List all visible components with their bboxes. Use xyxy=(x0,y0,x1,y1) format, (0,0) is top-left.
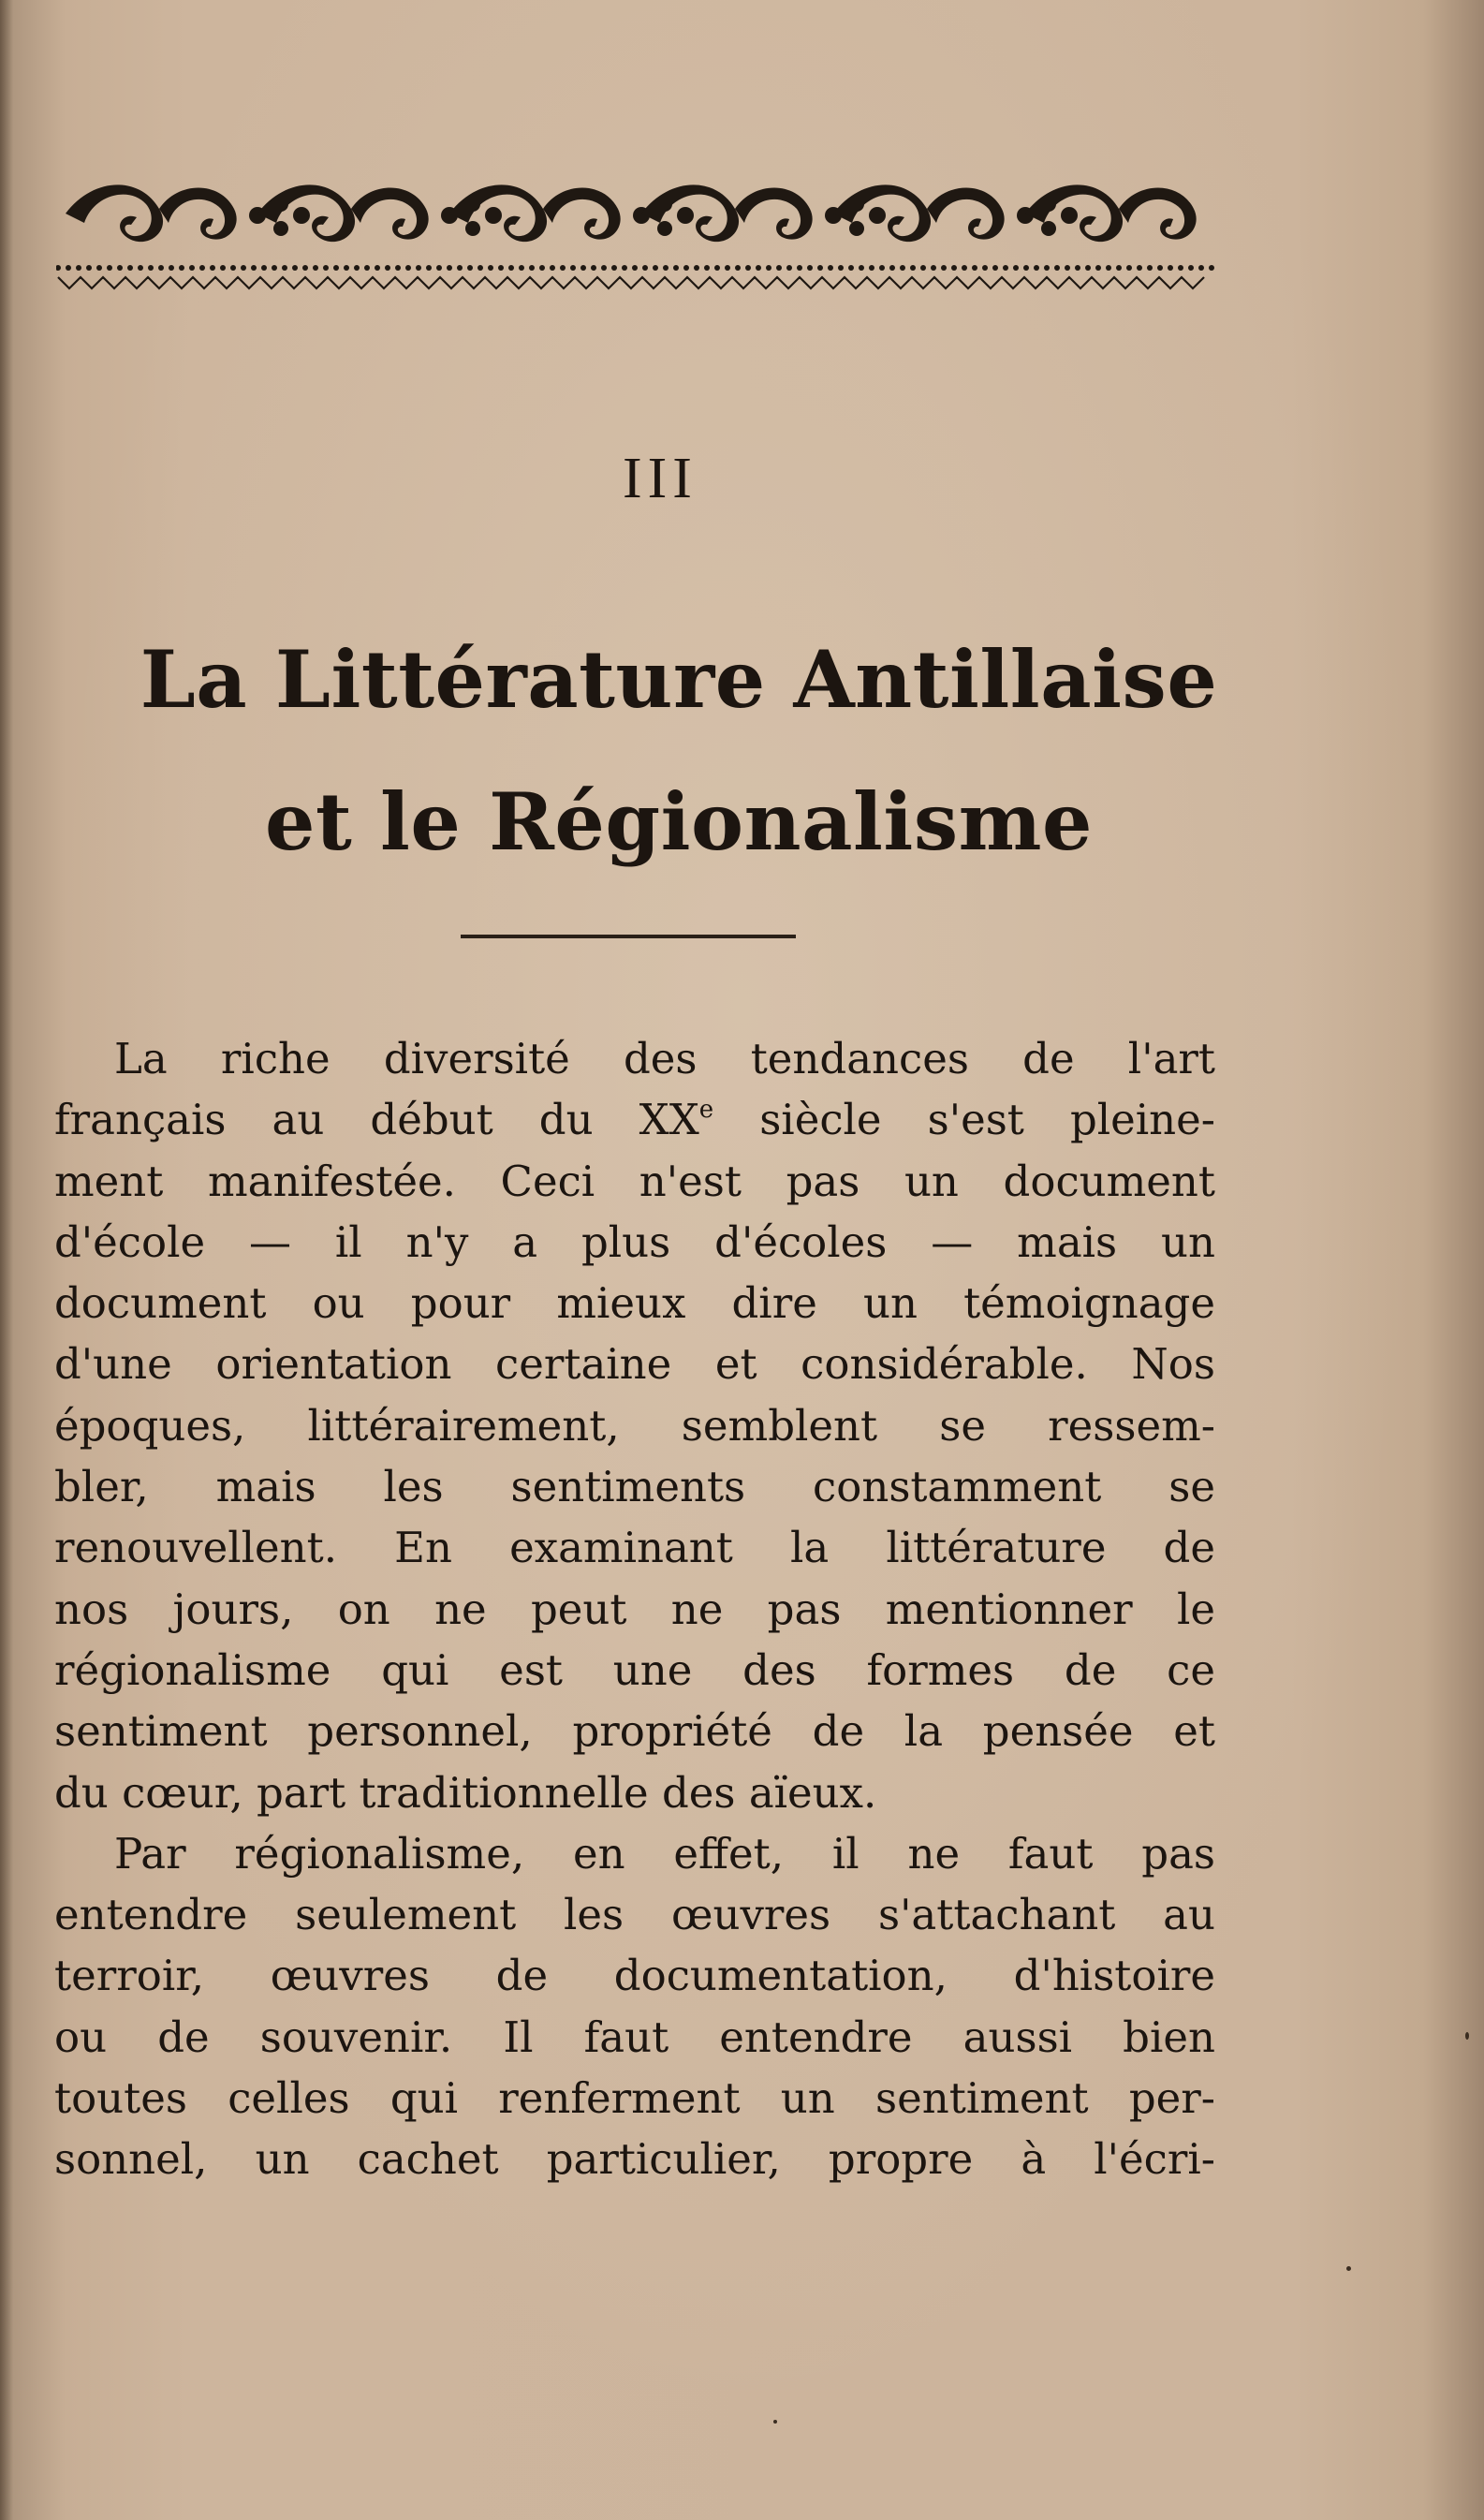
superscript-e: e xyxy=(698,1096,714,1125)
paragraph-1-line-8: bler, mais les sentiments constamment se xyxy=(54,1462,1215,1512)
paragraph-1-line-10: nos jours, on ne peut ne pas mentionner le xyxy=(54,1584,1215,1634)
paragraph-2-line-2: entendre seulement les œuvres s'attachant au xyxy=(54,1890,1215,1940)
paragraph-1-line-2 xyxy=(54,1089,1215,1150)
body-text xyxy=(54,1028,1215,2190)
chapter-number: III xyxy=(623,447,698,510)
text-fragment: siècle s'est pleine- xyxy=(713,1095,1215,1145)
decorative-ornament-band xyxy=(56,157,1217,298)
page-gutter-shadow xyxy=(0,0,13,2520)
paragraph-1-line-12: sentiment personnel, propriété de la pensée et xyxy=(54,1706,1215,1757)
paragraph-1-line-11: régionalisme qui est une des formes de ce xyxy=(54,1644,1215,1695)
paragraph-1-line-6: d'une orientation certaine et considérable. Nos xyxy=(54,1339,1215,1390)
paragraph-2-line-4: ou de souvenir. Il faut entendre aussi bien xyxy=(54,2012,1215,2062)
paragraph-1-line-4: d'école — il n'y a plus d'écoles — mais un xyxy=(54,1216,1215,1267)
chapter-title-line-2: et le Régionalisme xyxy=(265,775,1093,868)
paper-speck xyxy=(773,2420,777,2424)
paragraph-2-line-1: Par régionalisme, en effet, il ne faut pas xyxy=(114,1828,1215,1879)
paragraph-1-line-1: La riche diversité des tendances de l'art xyxy=(114,1034,1215,1083)
paper-speck xyxy=(1465,2032,1469,2040)
paragraph-2-line-6: sonnel, un cachet particulier, propre à l'écri- xyxy=(54,2134,1215,2185)
paragraph-2-line-3: terroir, œuvres de documentation, d'histoire xyxy=(54,1951,1215,2001)
paragraph-1-line-9: renouvellent. En examinant la littérature de xyxy=(54,1523,1215,1573)
text-fragment: français au début du XX xyxy=(54,1095,699,1145)
paragraph-1-line-7: époques, littérairement, semblent se ressem- xyxy=(54,1400,1215,1451)
title-divider-rule xyxy=(461,935,796,938)
paper-speck xyxy=(1346,2266,1351,2271)
paragraph-1-line-13: du cœur, part traditionnelle des aïeux. xyxy=(54,1767,877,1818)
paragraph-2-line-5: toutes celles qui renferment un sentiment per- xyxy=(54,2073,1215,2124)
paragraph-1-line-3: ment manifestée. Ceci n'est pas un document xyxy=(54,1156,1215,1206)
paragraph-1-line-5: document ou pour mieux dire un témoignage xyxy=(54,1278,1215,1329)
chapter-title-line-1: La Littérature Antillaise xyxy=(140,633,1218,726)
